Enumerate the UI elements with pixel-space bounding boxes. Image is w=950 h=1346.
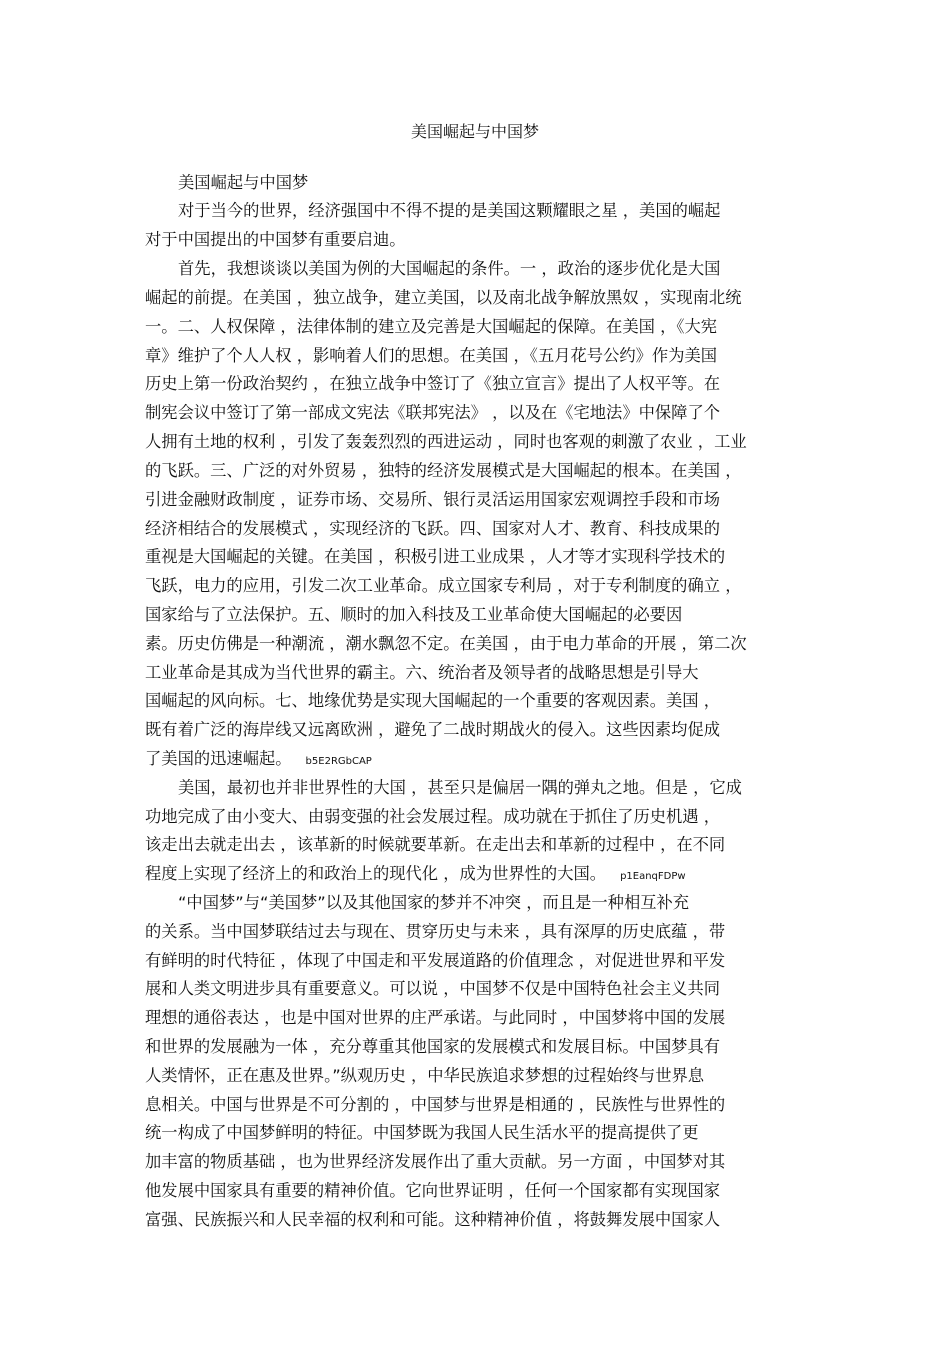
text-line: 有鲜明的时代特征 ，体现了中国走和平发展道路的价值理念 ，对促进世界和平发: [145, 951, 726, 970]
text-line: 的飞跃。三、广泛的对外贸易 ，独特的经济发展模式是大国崛起的根本。在美国 ，: [145, 461, 742, 480]
text-line: 重视是大国崛起的关键。在美国 ，积极引进工业成果 ，人才等才实现科学技术的: [145, 547, 726, 566]
text-line: 理想的通俗表达 ，也是中国对世界的庄严承诺。与此同时 ，中国梦将中国的发展: [145, 1008, 726, 1027]
text-line: 该走出去就走出去 ，该革新的时候就要革新。在走出去和革新的过程中 ，在不同: [145, 835, 726, 854]
text-line: 富强、民族振兴和人民幸福的权利和可能。这种精神价值 ，将鼓舞发展中国家人: [145, 1210, 721, 1229]
text-line: 国家给与了立法保护。五、顺时的加入科技及工业革命使大国崛起的必要因: [145, 605, 683, 624]
document-title: 美国崛起与中国梦: [410, 122, 539, 141]
text-line: 人拥有土地的权利 ，引发了轰轰烈烈的西进运动 ，同时也客观的刺激了农业 ，工业: [145, 432, 747, 451]
text-line: 加丰富的物质基础 ，也为世界经济发展作出了重大贡献。另一方面 ，中国梦对其: [145, 1152, 726, 1171]
text-line: 人类情怀，正在惠及世界。”纵观历史 ，中华民族追求梦想的过程始终与世界息: [145, 1066, 705, 1085]
text-line: 他发展中国家具有重要的精神价值。它向世界证明 ，任何一个国家都有实现国家: [145, 1181, 721, 1200]
text-line: 功地完成了由小变大、由弱变强的社会发展过程。成功就在于抓住了历史机遇 ，: [145, 807, 721, 826]
text-line: 经济相结合的发展模式 ，实现经济的飞跃。四、国家对人才、教育、科技成果的: [145, 519, 721, 538]
text-line: 素。历史仿佛是一种潮流 ，潮水飘忽不定。在美国 ，由于电力革命的开展 ，第二次: [145, 634, 747, 653]
text-line: [145, 748, 372, 770]
text-line: 国崛起的风向标。七、地缘优势是实现大国崛起的一个重要的客观因素。美国 ，: [145, 691, 721, 710]
watermark-code: b5E2RGbCAP: [305, 756, 372, 767]
watermark-code: p1EanqFDPw: [620, 871, 686, 882]
text-line: 既有着广泛的海岸线又远离欧洲 ，避免了二战时期战火的侵入。这些因素均促成: [145, 720, 721, 739]
text-line: “中国梦”与“美国梦”以及其他国家的梦并不冲突 ，而且是一种相互补充: [178, 893, 690, 912]
text-line: 崛起的前提。在美国 ，独立战争，建立美国，以及南北战争解放黑奴 ，实现南北统: [145, 288, 742, 307]
subtitle-line: 美国崛起与中国梦: [178, 173, 309, 192]
text-line: 历史上第一份政治契约 ，在独立战争中签订了《独立宣言》提出了人权平等。在: [145, 374, 721, 393]
text-line: 工业革命是其成为当代世界的霸主。六、统治者及领导者的战略思想是引导大: [145, 663, 699, 682]
text-segment: 程度上实现了经济上的和政治上的现代化 ，成为世界性的大国。: [145, 864, 607, 883]
text-line: 对于中国提出的中国梦有重要启迪。: [145, 230, 406, 249]
text-line: 飞跃，电力的应用，引发二次工业革命。成立国家专利局 ，对于专利制度的确立 ，: [145, 576, 742, 595]
text-line: 息相关。中国与世界是不可分割的 ，中国梦与世界是相通的 ，民族性与世界性的: [145, 1095, 726, 1114]
text-line: 的关系。当中国梦联结过去与现在、贯穿历史与未来 ，具有深厚的历史底蕴 ，带: [145, 922, 726, 941]
text-segment: 了美国的迅速崛起。: [145, 749, 292, 768]
text-line: 引进金融财政制度 ，证券市场、交易所、银行灵活运用国家宏观调控手段和市场: [145, 490, 721, 509]
text-line: [145, 863, 686, 885]
text-line: 对于当今的世界，经济强国中不得不提的是美国这颗耀眼之星 ，美国的崛起: [178, 201, 721, 220]
text-line: 制宪会议中签订了第一部成文宪法《联邦宪法》 ，以及在《宅地法》中保障了个: [145, 403, 721, 422]
text-line: 章》维护了个人人权 ，影响着人们的思想。在美国 ，《五月花号公约》作为美国: [145, 346, 718, 365]
text-line: 统一构成了中国梦鲜明的特征。中国梦既为我国人民生活水平的提高提供了更: [145, 1123, 699, 1142]
text-line: 一。二、人权保障 ，法律体制的建立及完善是大国崛起的保障。在美国 ，《大宪: [145, 317, 718, 336]
text-line: 首先，我想谈谈以美国为例的大国崛起的条件。一 ，政治的逐步优化是大国: [178, 259, 721, 278]
text-line: 美国，最初也并非世界性的大国 ，甚至只是偏居一隅的弹丸之地。但是 ，它成: [178, 778, 742, 797]
text-line: 和世界的发展融为一体 ，充分尊重其他国家的发展模式和发展目标。中国梦具有: [145, 1037, 721, 1056]
text-line: 展和人类文明进步具有重要意义。可以说 ，中国梦不仅是中国特色社会主义共同: [145, 979, 721, 998]
